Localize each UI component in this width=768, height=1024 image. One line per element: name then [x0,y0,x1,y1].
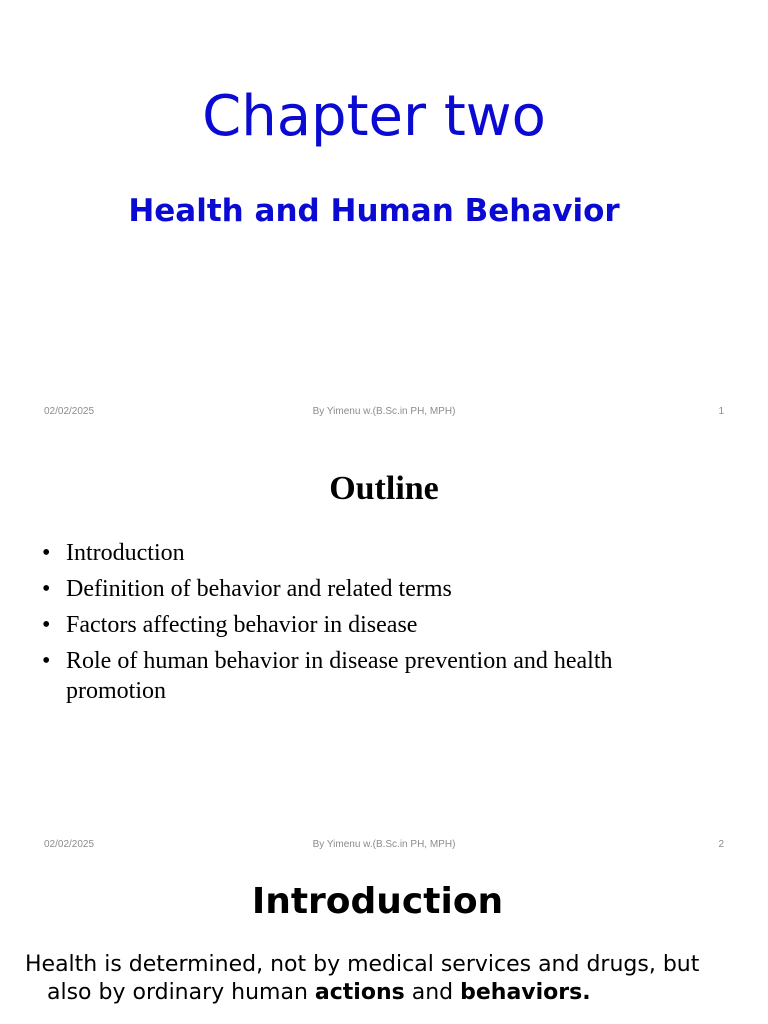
body-line-1: Health is determined, not by medical services and drugs, but [25,952,700,977]
slide-1 [0,0,768,433]
slide-number: 2 [718,839,724,850]
footer-date: 02/02/2025 [44,839,95,850]
slide-title: Chapter two [202,84,546,149]
list-item-text: Definition of behavior and related terms [66,576,452,602]
bullet-icon: • [42,648,51,674]
list-item [42,538,682,568]
body-text: also by ordinary human [47,980,315,1005]
list-item [42,646,682,706]
outline-list [42,538,682,712]
list-item-text: Role of human behavior in disease prevention and health promotion [66,648,613,704]
bullet-icon: • [42,612,51,638]
slide-3 [0,866,768,1024]
bullet-icon: • [42,540,51,566]
body-line-2 [25,979,745,1007]
footer-author: By Yimenu w.(B.Sc.in PH, MPH) [312,839,456,850]
list-item [42,574,682,604]
slide-footer [0,405,768,419]
list-item [42,610,682,640]
slide-number: 1 [718,406,724,417]
body-bold-actions: actions [314,980,405,1005]
bullet-icon: • [42,576,51,602]
footer-date: 02/02/2025 [44,406,95,417]
slide-body [25,951,745,1007]
slide-title: Outline [329,470,439,507]
footer-author: By Yimenu w.(B.Sc.in PH, MPH) [312,406,456,417]
body-text: and [404,980,461,1005]
slide-subtitle: Health and Human Behavior [128,193,620,229]
slide-footer [0,838,768,852]
slide-2 [0,433,768,866]
body-bold-behaviors: behaviors. [460,980,591,1005]
list-item-text: Introduction [66,540,185,566]
slide-title: Introduction [251,881,504,922]
list-item-text: Factors affecting behavior in disease [66,612,418,638]
